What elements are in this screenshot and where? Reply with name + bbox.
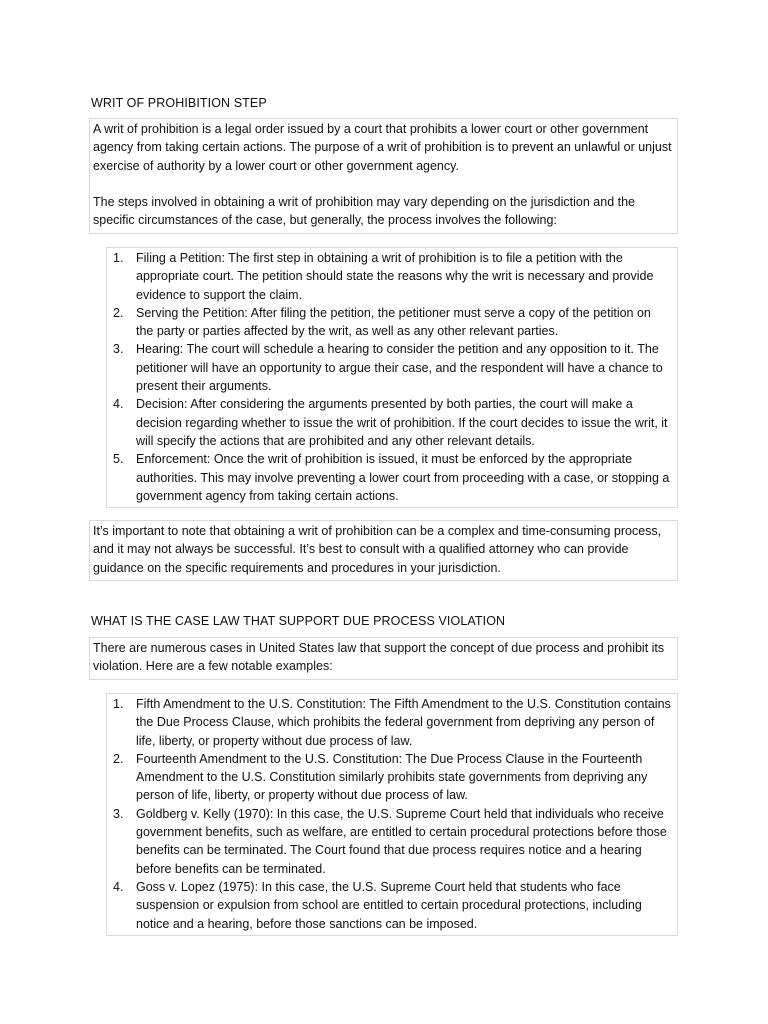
list-number: 4. (113, 397, 124, 412)
intro-paragraph: The steps involved in obtaining a writ of prohibition may vary depending on the jurisdiction and the specific circumstances of the case, but generally, the process involves the following: (93, 195, 635, 228)
list-number: 2. (113, 751, 124, 766)
list-item (113, 750, 671, 805)
list-item (113, 304, 671, 341)
list-number: 2. (113, 305, 124, 320)
list-item (113, 249, 671, 304)
list-number: 5. (113, 452, 124, 467)
section-heading-due-process: WHAT IS THE CASE LAW THAT SUPPORT DUE PROCESS VIOLATION (91, 614, 506, 628)
list-item-text: Enforcement: Once the writ of prohibition is issued, it must be enforced by the appropriate authorities. This may involve preventing a lower court from proceeding with a case, or stopping a government agency from taking certain actions. (136, 452, 670, 503)
list-item-text: Hearing: The court will schedule a hearing to consider the petition and any opposition to it. The petitioner will have an opportunity to argue their case, and the respondent will have a chance to present their arguments. (136, 342, 663, 394)
steps-list (113, 249, 671, 505)
intro-paragraph: A writ of prohibition is a legal order issued by a court that prohibits a lower court or other government agency from taking certain actions. The purpose of a writ of prohibition is to prevent an unlawful or unjust exercise of authority by a lower court or other government agency. (93, 122, 672, 173)
list-item-text: Serving the Petition: After filing the petition, the petitioner must serve a copy of the petition on the party or parties affected by the writ, as well as any other relevant parties. (136, 305, 651, 339)
list-item (113, 878, 671, 933)
list-item-text: Fifth Amendment to the U.S. Constitution: The Fifth Amendment to the U.S. Constitution contains the Due Process Clause, which prohibits the federal government from depriving any person of life, liberty, or property without due process of law. (136, 697, 671, 748)
list-item (113, 340, 671, 395)
note-paragraph: It’s important to note that obtaining a writ of prohibition can be a complex and time-consuming process, and it may not always be successful. It’s best to consult with a qualified attorney who can provide guidance on the specific requirements and procedures in your jurisdiction. (93, 524, 662, 575)
list-number: 1. (113, 251, 124, 265)
list-item-text: Goldberg v. Kelly (1970): In this case, the U.S. Supreme Court held that individuals who receive government benefits, such as welfare, are entitled to certain procedural protections before those benefits can be terminated. The Court found that due process requires notice and a hearing before benefits can be terminated. (136, 806, 667, 876)
list-item-text: Decision: After considering the arguments presented by both parties, the court will make a decision regarding whether to issue the writ of prohibition. If the court decides to issue the writ, it will specify the actions that are prohibited and any other relevant details. (136, 397, 668, 448)
cases-list (113, 695, 671, 933)
list-item-text: Goss v. Lopez (1975): In this case, the U.S. Supreme Court held that students who face suspension or expulsion from school are entitled to certain procedural protections, including notice and a hearing, before those sanctions can be imposed. (136, 879, 642, 931)
cases-list-box (106, 693, 678, 936)
list-number: 1. (113, 697, 124, 711)
section-heading-writ: WRIT OF PROHIBITION STEP (91, 96, 267, 110)
intro-paragraph: There are numerous cases in United States law that support the concept of due process and prohibit its violation. Here are a few notable examples: (93, 641, 665, 674)
note-box (89, 520, 678, 581)
steps-list-box (106, 247, 678, 508)
intro-box-due-process (89, 637, 678, 680)
list-item-text: Fourteenth Amendment to the U.S. Constitution: The Due Process Clause in the Fourteenth Amendment to the U.S. Constitution similarly prohibits state governments from depriving any person of life, liberty, or property without due process of law. (136, 751, 648, 803)
list-number: 3. (113, 806, 124, 821)
list-number: 3. (113, 342, 124, 357)
list-item-text: Filing a Petition: The first step in obtaining a writ of prohibition is to file a petition with the appropriate court. The petition should state the reasons why the writ is necessary and provide evidence to support the claim. (136, 251, 654, 302)
list-item (113, 805, 671, 878)
list-item (113, 450, 671, 505)
list-item (113, 395, 671, 450)
intro-box-writ (89, 118, 678, 234)
list-item (113, 695, 671, 750)
list-number: 4. (113, 879, 124, 894)
